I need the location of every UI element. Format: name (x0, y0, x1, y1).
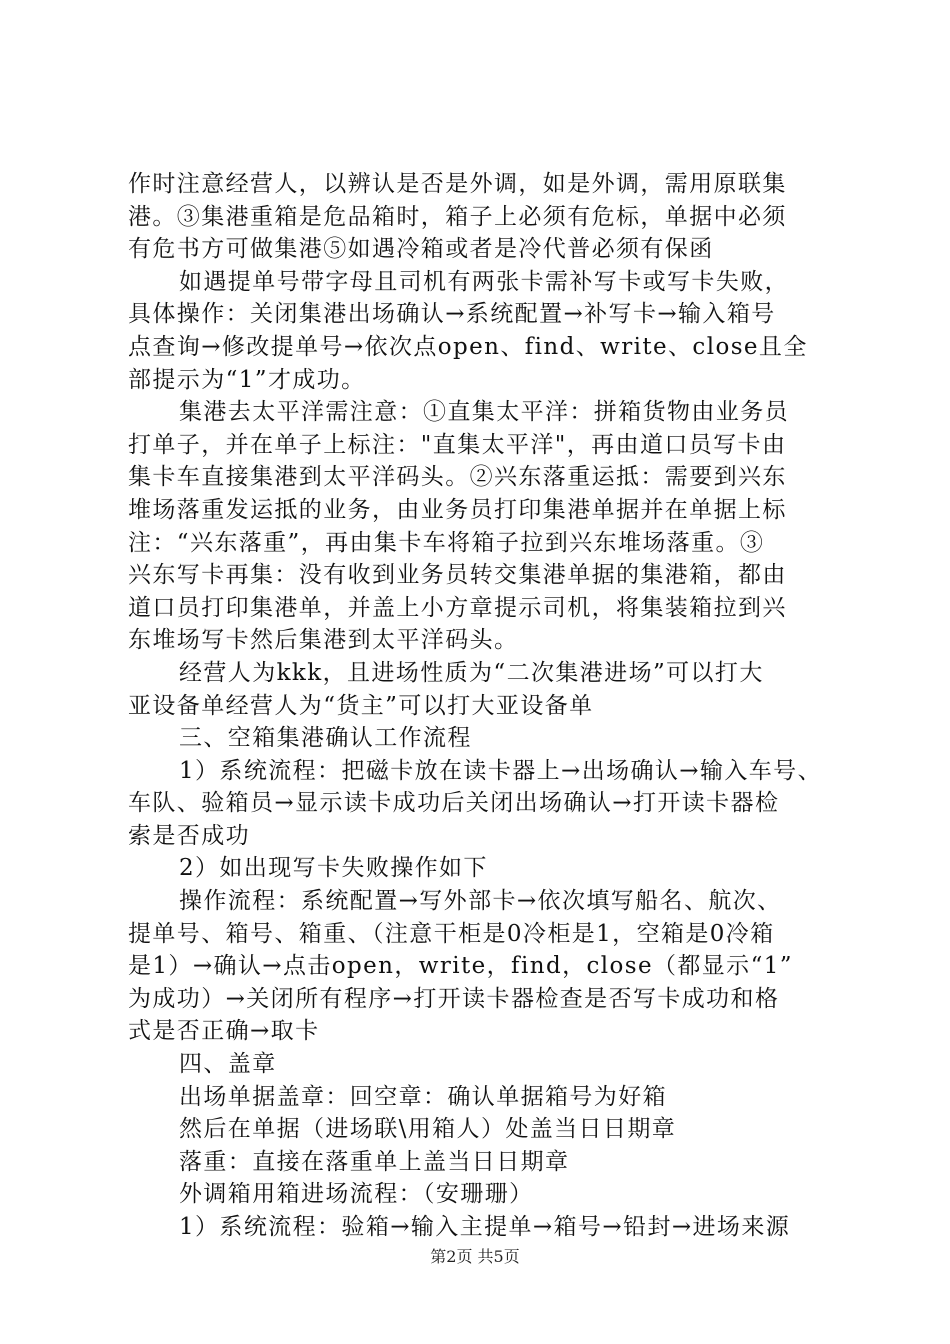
text-line: 兴东写卡再集：没有收到业务员转交集港单据的集港箱，都由 (128, 562, 787, 589)
text-line: 出场单据盖章：回空章：确认单据箱号为好箱 (179, 1083, 667, 1110)
text-line: 式是否正确→取卡 (128, 1018, 320, 1045)
text-line: 作时注意经营人，以辨认是否是外调，如是外调，需用原联集 (128, 171, 787, 197)
text-line: 然后在单据（进场联\用箱人）处盖当日日期章 (179, 1116, 677, 1143)
text-line: 东堆场写卡然后集港到太平洋码头。 (128, 627, 519, 654)
text-line: 打单子，并在单子上标注："直集太平洋"，再由道口员写卡由 (128, 431, 787, 458)
text-line: 道口员打印集港单，并盖上小方章提示司机，将集装箱拉到兴 (128, 594, 787, 621)
document-body (128, 168, 833, 1244)
page-number-footer: 第2页 共5页 (430, 1247, 520, 1266)
paragraph-start: 操作流程：系统配置→写外部卡→依次填写船名、航次、 (179, 888, 782, 915)
paragraph-start: 如遇提单号带字母且司机有两张卡需补写卡或写卡失败， (179, 268, 789, 295)
text-line: 车队、验箱员→显示读卡成功后关闭出场确认→打开读卡器检 (128, 790, 780, 817)
text-line: 集卡车直接集港到太平洋码头。②兴东落重运抵：需要到兴东 (128, 464, 787, 491)
text-line: 为成功）→关闭所有程序→打开读卡器检查是否写卡成功和格 (128, 985, 780, 1012)
text-line: 具体操作：关闭集港出场确认→系统配置→补写卡→输入箱号 (128, 301, 776, 328)
paragraph-start: 经营人为kkk，且进场性质为“二次集港进场”可以打大 (179, 659, 764, 686)
text-line: 外调箱用箱进场流程：（安珊珊） (179, 1181, 534, 1208)
list-item: 1）系统流程：把磁卡放在读卡器上→出场确认→输入车号、 (179, 757, 822, 784)
section-heading: 四、盖章 (179, 1051, 277, 1078)
paragraph-start: 集港去太平洋需注意：①直集太平洋：拼箱货物由业务员 (179, 399, 789, 426)
text-line: 堆场落重发运抵的业务，由业务员打印集港单据并在单据上标 (128, 496, 787, 523)
text-line: 部提示为“1”才成功。 (128, 366, 366, 393)
text-line: 港。③集港重箱是危品箱时，箱子上必须有危标，单据中必须 (128, 203, 787, 230)
text-line: 亚设备单经营人为“货主”可以打大亚设备单 (128, 692, 594, 719)
text-line: 有危书方可做集港⑤如遇冷箱或者是冷代普必须有保函 (128, 236, 714, 263)
section-heading: 三、空箱集港确认工作流程 (179, 725, 472, 752)
text-line: 提单号、箱号、箱重、（注意干柜是0冷柜是1，空箱是0冷箱 (128, 920, 775, 947)
text-line: 落重：直接在落重单上盖当日日期章 (179, 1148, 570, 1175)
list-item: 2）如出现写卡失败操作如下 (179, 855, 488, 882)
text-line: 是1）→确认→点击open，write，find，close（都显示“1” (128, 953, 793, 980)
text-line: 注：“兴东落重”，再由集卡车将箱子拉到兴东堆场落重。③ (128, 529, 765, 556)
text-line: 点查询→修改提单号→依次点open、find、write、close且全 (128, 333, 808, 360)
list-item: 1）系统流程：验箱→输入主提单→箱号→铅封→进场来源 (179, 1214, 791, 1240)
text-line: 索是否成功 (128, 822, 250, 849)
